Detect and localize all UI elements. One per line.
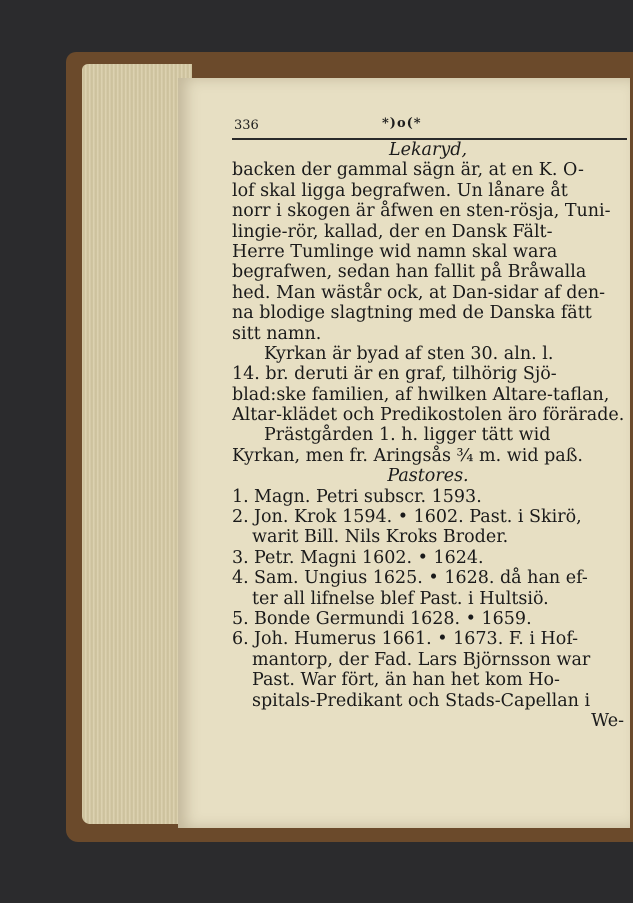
text-line: lingie-rör, kallad, der en Dansk Fält- xyxy=(232,221,553,242)
paragraph-2 xyxy=(232,344,624,426)
text-line: Prästgården 1. h. ligger tätt wid xyxy=(264,425,551,446)
pastor-entry-continued: ter all lifnelse blef Past. i Hultsiö. xyxy=(252,588,549,609)
pastor-entry-continued: spitals-Predikant och Stads-Capellan i xyxy=(252,690,591,711)
text-line: Altar-klädet och Predikostolen äro förärade. xyxy=(232,405,625,426)
pastores-list xyxy=(232,487,624,711)
header-ornament: *)o(* xyxy=(382,116,422,131)
text-line: norr i skogen är åfwen en sten-rösja, Tuni- xyxy=(232,201,611,222)
pastores-heading: Pastores. xyxy=(387,466,469,487)
text-line: blad:ske familien, af hwilken Altare-taflan, xyxy=(232,384,610,405)
pastor-entry: 2. Jon. Krok 1594. • 1602. Past. i Skirö, xyxy=(232,507,582,528)
paragraph-1 xyxy=(232,160,624,344)
catchword: We- xyxy=(591,710,624,731)
pastor-entry-continued: mantorp, der Fad. Lars Björnsson war xyxy=(252,649,591,670)
pastor-entry-continued: Past. War fört, än han het kom Ho- xyxy=(252,670,560,691)
text-line: 14. br. deruti är en graf, tilhörig Sjö- xyxy=(232,364,557,385)
page-header xyxy=(232,118,627,140)
text-line: Herre Tumlinge wid namn skal wara xyxy=(232,241,558,262)
pastor-entry: 6. Joh. Humerus 1661. • 1673. F. i Hof- xyxy=(232,629,579,650)
pastor-entry: 4. Sam. Ungius 1625. • 1628. då han ef- xyxy=(232,568,588,589)
text-line: sitt namn. xyxy=(232,323,322,344)
pastor-entry-continued: warit Bill. Nils Kroks Broder. xyxy=(252,527,509,548)
page-text xyxy=(232,140,624,731)
text-line: lof skal ligga begrafwen. Un lånare åt xyxy=(232,180,568,201)
text-line: hed. Man wästår ock, at Dan-sidar af den- xyxy=(232,282,606,303)
paragraph-3 xyxy=(232,425,624,466)
pastor-entry: 3. Petr. Magni 1602. • 1624. xyxy=(232,547,484,568)
text-line: na blodige slagtning med de Danska fätt xyxy=(232,303,592,324)
text-line: Kyrkan är byad af sten 30. aln. l. xyxy=(264,343,554,364)
pastor-entry: 1. Magn. Petri subscr. 1593. xyxy=(232,486,482,507)
text-line: Kyrkan, men fr. Aringsås ¾ m. wid paß. xyxy=(232,445,583,466)
page-number: 336 xyxy=(234,118,259,133)
text-line: backen der gammal sägn är, at en K. O- xyxy=(232,160,584,181)
running-title: Lekaryd, xyxy=(388,140,468,160)
pastor-entry: 5. Bonde Germundi 1628. • 1659. xyxy=(232,608,532,629)
page-edges xyxy=(82,64,192,824)
text-line: begrafwen, sedan han fallit på Bråwalla xyxy=(232,262,587,283)
